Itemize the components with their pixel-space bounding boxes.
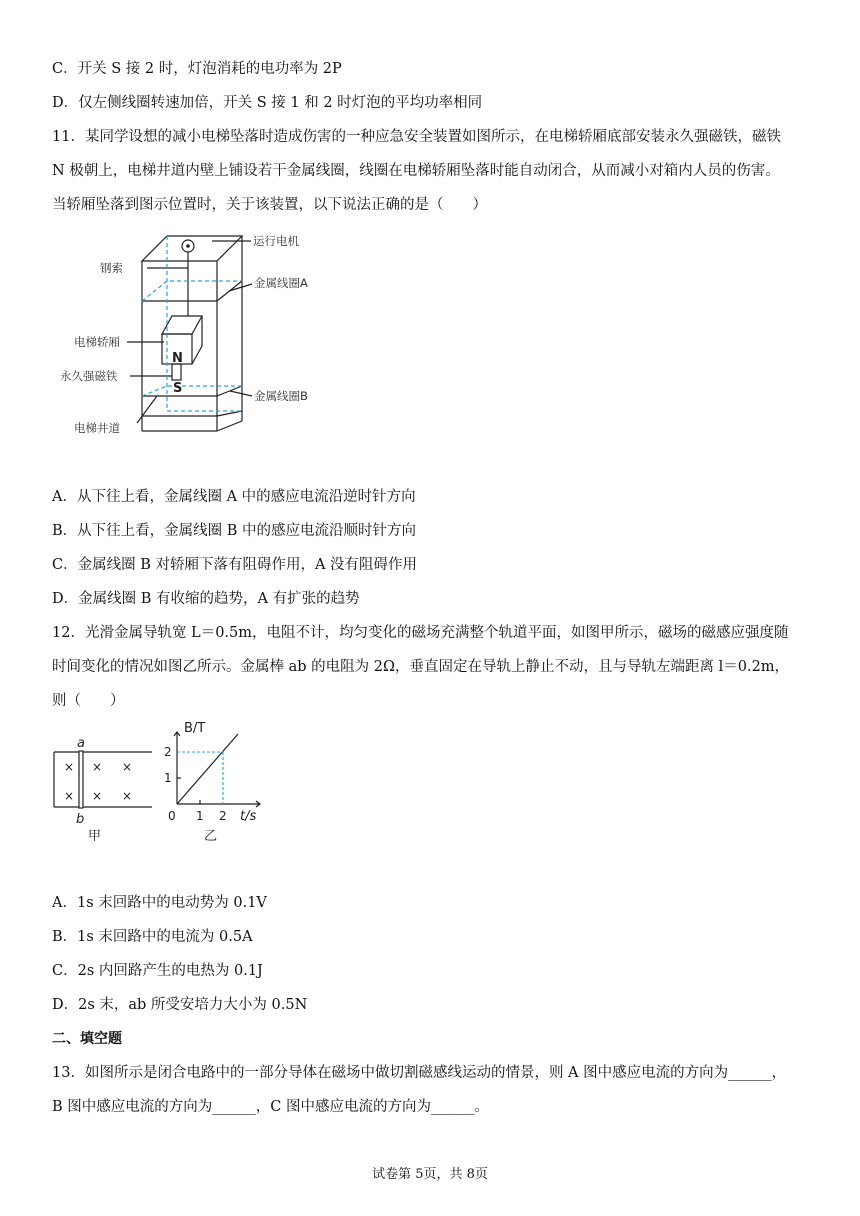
q11-stem-line2: N 极朝上，电梯井道内壁上铺设若干金属线圈，线圈在电梯轿厢坠落时能自动闭合，从而减小对箱内人员的伤害。 bbox=[52, 163, 780, 179]
q10-option-c: C．开关 S 接 2 时，灯泡消耗的电功率为 2P bbox=[52, 61, 342, 77]
q11-option-a: A．从下往上看，金属线圈 A 中的感应电流沿逆时针方向 bbox=[52, 489, 416, 505]
label-coil-b: 金属线圈B bbox=[254, 389, 308, 403]
figure-jia bbox=[50, 712, 160, 842]
page-footer: 试卷第 5页，共 8页 bbox=[372, 1167, 488, 1182]
q12-stem-line3: 则（ ） bbox=[52, 693, 125, 709]
figure-yi bbox=[160, 712, 280, 842]
x-tick-1: 1 bbox=[196, 809, 204, 823]
q12-option-b: B．1s 末回路中的电流为 0.5A bbox=[52, 929, 253, 945]
q12-stem-line2: 时间变化的情况如图乙所示。金属棒 ab 的电阻为 2Ω，垂直固定在导轨上静止不动，且与导轨左端距离 l＝0.2m， bbox=[52, 659, 790, 675]
q10-option-d: D．仅左侧线圈转速加倍，开关 S 接 1 和 2 时灯泡的平均功率相同 bbox=[52, 95, 483, 111]
label-cable: 钢索 bbox=[100, 261, 123, 275]
label-north: N bbox=[172, 351, 183, 366]
q11-stem-line3: 当轿厢坠落到图示位置时，关于该装置，以下说法正确的是（ ） bbox=[52, 197, 487, 213]
label-motor: 运行电机 bbox=[253, 234, 299, 248]
elevator-figure bbox=[52, 226, 342, 446]
caption-jia: 甲 bbox=[88, 829, 102, 842]
q12-option-c: C．2s 内回路产生的电热为 0.1J bbox=[52, 963, 263, 979]
origin-label: 0 bbox=[168, 809, 176, 823]
y-axis-label: B/T bbox=[184, 721, 206, 736]
field-cross: × bbox=[122, 760, 133, 774]
x-tick-2: 2 bbox=[219, 809, 227, 823]
q13-stem-line1: 13．如图所示是闭合电路中的一部分导体在磁场中做切割磁感线运动的情景，则 A 图中感应电流的方向为______， bbox=[52, 1065, 787, 1081]
field-cross: × bbox=[64, 760, 75, 774]
label-shaft: 电梯井道 bbox=[74, 421, 120, 435]
label-car: 电梯轿厢 bbox=[74, 335, 120, 349]
q13-stem-line2: B 图中感应电流的方向为______，C 图中感应电流的方向为______。 bbox=[52, 1099, 489, 1115]
field-cross: × bbox=[92, 760, 103, 774]
q11-option-b: B．从下往上看，金属线圈 B 中的感应电流沿顺时针方向 bbox=[52, 523, 417, 539]
q11-stem-line1: 11．某同学设想的减小电梯坠落时造成伤害的一种应急安全装置如图所示，在电梯轿厢底部安装永久强磁铁，磁铁 bbox=[52, 129, 781, 145]
caption-yi: 乙 bbox=[204, 829, 218, 842]
label-b: b bbox=[76, 812, 85, 827]
section-title: 二、填空题 bbox=[52, 1031, 122, 1047]
q11-option-c: C．金属线圈 B 对轿厢下落有阻碍作用，A 没有阻碍作用 bbox=[52, 557, 418, 573]
label-magnet: 永久强磁铁 bbox=[60, 369, 118, 383]
q11-option-d: D．金属线圈 B 有收缩的趋势，A 有扩张的趋势 bbox=[52, 591, 360, 607]
q12-option-d: D．2s 末，ab 所受安培力大小为 0.5N bbox=[52, 997, 308, 1013]
q12-option-a: A．1s 末回路中的电动势为 0.1V bbox=[52, 895, 267, 911]
label-south: S bbox=[173, 381, 183, 396]
y-tick-2: 2 bbox=[164, 745, 172, 759]
x-axis-label: t/s bbox=[240, 809, 257, 824]
field-cross: × bbox=[122, 789, 133, 803]
label-coil-a: 金属线圈A bbox=[254, 276, 308, 290]
field-cross: × bbox=[64, 789, 75, 803]
label-a: a bbox=[77, 736, 85, 751]
field-cross: × bbox=[92, 789, 103, 803]
y-tick-1: 1 bbox=[164, 771, 172, 785]
q12-stem-line1: 12．光滑金属导轨宽 L＝0.5m，电阻不计，均匀变化的磁场充满整个轨道平面，如图甲所示，磁场的磁感应强度随 bbox=[52, 625, 789, 641]
